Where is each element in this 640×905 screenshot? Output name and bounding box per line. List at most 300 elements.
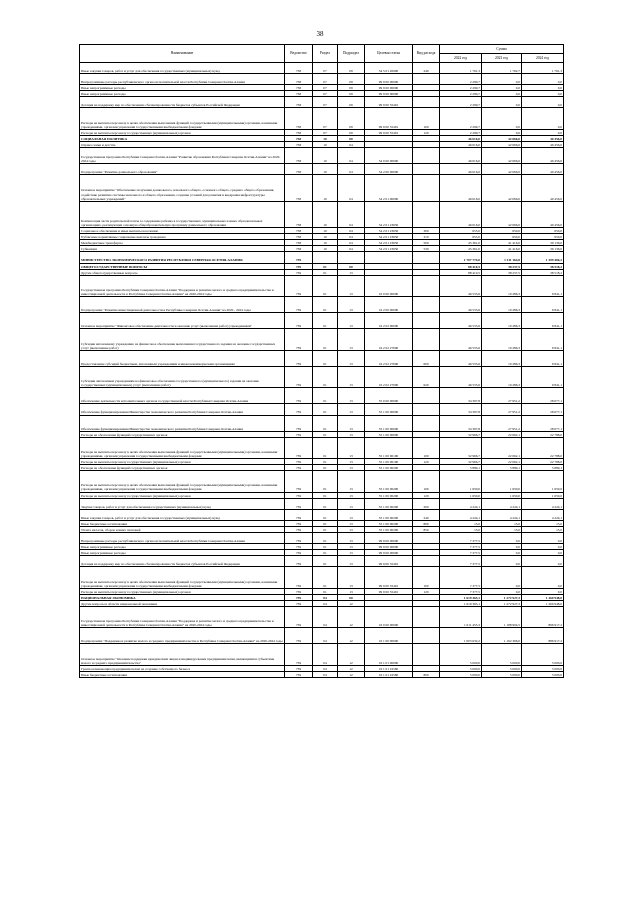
cell-podrazdel: 00 (338, 135, 365, 141)
cell-podrazdel: 12 (338, 606, 365, 627)
cell-ved: 739 (285, 492, 313, 498)
cell-target-article: 55 1 00 00200 (365, 471, 413, 492)
cell-razdel: 01 (313, 431, 338, 437)
cell-target-article: 16 2 02 00000 (365, 313, 413, 329)
cell-razdel: 07 (313, 74, 338, 85)
cell-2022: 5 000,0 (440, 665, 482, 671)
cell-2023: 650,0 (482, 228, 522, 234)
cell-razdel: 04 (313, 628, 338, 644)
cell-expense-type (413, 329, 440, 350)
cell-name: Государственная программа Республики Северная Осетия-Алания "Поддержка и развитие малого и среднего предпринимательства и инвестиционной деятельности в Республике Северная Осетия-Алания" на 2020-2024 годы (80, 606, 285, 627)
cell-2024: 5 000,0 (522, 665, 564, 671)
cell-2024: 9 841,1 (522, 297, 564, 313)
cell-ved: 739 (285, 252, 313, 263)
cell-razdel: 10 (313, 175, 338, 201)
cell-2023: 4 224,1 (482, 498, 522, 509)
cell-target-article: 34 2 01 23650 (365, 234, 413, 240)
cell-target-article: 16 2 02 27000 (365, 350, 413, 366)
cell-razdel: 10 (313, 141, 338, 147)
cell-name: Расходы на выплаты персоналу в целях обеспечения выполнения функций государственными (муниципальными) органами, казенными учреждениями, органами управления государственными внебюджетными фондами (80, 567, 285, 588)
cell-expense-type (413, 97, 440, 108)
cell-target-article: 99 9 00 55491 (365, 588, 413, 594)
cell-expense-type: 530 (413, 246, 440, 252)
cell-2024: 650,0 (522, 228, 564, 234)
table-row (80, 175, 564, 201)
cell-razdel: 01 (313, 263, 338, 269)
cell-name: НАЦИОНАЛЬНАЯ ЭКОНОМИКА (80, 594, 285, 600)
cell-2023: 42 066,0 (482, 201, 522, 227)
cell-target-article: 55 1 00 00000 (365, 404, 413, 415)
cell-podrazdel: 12 (338, 644, 365, 665)
page-number: 38 (316, 30, 324, 38)
cell-target-article: 55 1 00 00200 (365, 498, 413, 509)
cell-expense-type: 850 (413, 526, 440, 532)
cell-2024: 40 456,0 (522, 141, 564, 147)
cell-target-article: 99 9 00 55491 (365, 129, 413, 135)
cell-2023: 4 224,1 (482, 509, 522, 520)
cell-ved: 738 (285, 141, 313, 147)
cell-2023: 10 286,3 (482, 297, 522, 313)
cell-2022: 46 535,6 (440, 329, 482, 350)
cell-podrazdel: 13 (338, 269, 365, 275)
cell-podrazdel: 13 (338, 329, 365, 350)
cell-2024: 40 456,0 (522, 201, 564, 227)
header-year-2024: 2024 год (522, 54, 564, 63)
cell-2024: 0,0 (522, 588, 564, 594)
cell-2022: 46 016,0 (440, 148, 482, 164)
cell-razdel: 10 (313, 240, 338, 246)
cell-2023: 0,0 (482, 588, 522, 594)
cell-expense-type: 120 (413, 492, 440, 498)
cell-ved: 739 (285, 269, 313, 275)
header-podrazdel: Подраздел (338, 45, 365, 63)
cell-podrazdel: 13 (338, 550, 365, 556)
cell-2023: 1 272 927,3 (482, 594, 522, 600)
cell-podrazdel: 09 (338, 85, 365, 91)
cell-2024: 9 841,1 (522, 350, 564, 366)
cell-2023: 1 311 164,8 (482, 252, 522, 263)
cell-name: МИНИСТЕРСТВО ЭКОНОМИЧЕСКОГО РАЗВИТИЯ РЕСПУБЛИКИ СЕВЕРНАЯ ОСЕТИЯ-АЛАНИЯ (80, 252, 285, 263)
cell-2022: 5 000,0 (440, 644, 482, 665)
cell-target-article: 34 2 00 00000 (365, 164, 413, 175)
cell-podrazdel: 13 (338, 567, 365, 588)
cell-razdel: 01 (313, 269, 338, 275)
cell-podrazdel: 09 (338, 108, 365, 129)
cell-expense-type (413, 556, 440, 567)
cell-name: Охрана семьи и детства (80, 141, 285, 147)
cell-2023: 5 000,0 (482, 671, 522, 677)
cell-podrazdel: 09 (338, 97, 365, 108)
cell-ved: 739 (285, 471, 313, 492)
cell-expense-type: 100 (413, 567, 440, 588)
cell-podrazdel: 12 (338, 600, 365, 606)
cell-target-article: 55 1 00 00000 (365, 431, 413, 437)
cell-2024: 15,0 (522, 526, 564, 532)
cell-razdel: 04 (313, 671, 338, 677)
cell-2023: 1 272 927,3 (482, 600, 522, 606)
cell-target-article: 16 2 02 27000 (365, 329, 413, 350)
table-row (80, 644, 564, 665)
cell-name: Иные непрограммные расходы (80, 550, 285, 556)
cell-podrazdel: 13 (338, 297, 365, 313)
cell-2022: 655,0 (440, 234, 482, 240)
cell-target-article: 34 2 01 23650 (365, 240, 413, 246)
cell-2024: 22 788,0 (522, 431, 564, 437)
cell-target-article: 16 1 01 22560 (365, 665, 413, 671)
cell-2023: 42 066,0 (482, 164, 522, 175)
table-header-row (80, 45, 564, 54)
cell-target-article: 99 9 00 00000 (365, 74, 413, 85)
cell-2023: 38 237,5 (482, 269, 522, 275)
cell-podrazdel: 04 (338, 148, 365, 164)
cell-ved: 739 (285, 498, 313, 509)
cell-2023: 1 650,0 (482, 471, 522, 492)
cell-2024: 5 000,0 (522, 644, 564, 665)
cell-podrazdel: 09 (338, 91, 365, 97)
cell-razdel: 10 (313, 228, 338, 234)
cell-2022: 5 000,0 (440, 671, 482, 677)
cell-2022: 32 966,7 (440, 431, 482, 437)
cell-name: Иные непрограммные расходы (80, 91, 285, 97)
cell-2022: 46 016,0 (440, 175, 482, 201)
cell-2022: 15,0 (440, 526, 482, 532)
cell-target-article: 55 1 00 00200 (365, 526, 413, 532)
cell-name: Непрограммные расходы республиканского органа исполнительной власти Республики Северная Осетия-Алания (80, 533, 285, 544)
cell-2023: 27 951,2 (482, 415, 522, 431)
cell-ved: 739 (285, 600, 313, 606)
cell-name: Обеспечение функционирования Министерства экономического развития Республики Северная Осетия-Алания (80, 404, 285, 415)
header-ved: Ведомство (285, 45, 313, 63)
cell-name: Расходы на обеспечение функций государственных органов (80, 465, 285, 471)
cell-name: Уплата налогов, сборов и иных платежей (80, 526, 285, 532)
cell-2023: 27 951,2 (482, 388, 522, 404)
cell-name: Иные закупки товаров, работ и услуг для обеспечения государственных (муниципальных) нужд (80, 63, 285, 74)
cell-podrazdel: 04 (338, 228, 365, 234)
cell-ved: 739 (285, 459, 313, 465)
cell-2024: 40 456,0 (522, 175, 564, 201)
cell-podrazdel: 13 (338, 556, 365, 567)
cell-2023: 5 889,1 (482, 465, 522, 471)
cell-expense-type: 100 (413, 471, 440, 492)
cell-2023: 42 066,0 (482, 135, 522, 141)
cell-target-article: 16 2 00 00000 (365, 297, 413, 313)
cell-expense-type: 620 (413, 366, 440, 387)
cell-razdel: 10 (313, 164, 338, 175)
cell-podrazdel: 13 (338, 509, 365, 520)
cell-razdel: 01 (313, 297, 338, 313)
cell-2022: 7 377,5 (440, 533, 482, 544)
cell-2024: 0,0 (522, 91, 564, 97)
cell-ved: 738 (285, 135, 313, 141)
cell-2022: 32 966,7 (440, 459, 482, 465)
cell-name: Расходы на выплаты персоналу в целях обеспечения выполнения функций государственными (муниципальными) органами, казенными учреждениями, органами управления государственными внебюджетными фондами (80, 108, 285, 129)
cell-podrazdel: 13 (338, 313, 365, 329)
cell-expense-type (413, 313, 440, 329)
cell-expense-type: 240 (413, 509, 440, 520)
cell-name: Другие общегосударственные вопросы (80, 269, 285, 275)
cell-2023: 41 416,0 (482, 246, 522, 252)
cell-2023: 0,0 (482, 108, 522, 129)
cell-target-article: 99 9 00 55491 (365, 108, 413, 129)
cell-2022: 1 003 632,2 (440, 628, 482, 644)
cell-razdel: 01 (313, 275, 338, 296)
table-row (80, 567, 564, 588)
cell-2024: 38 518,2 (522, 263, 564, 269)
cell-2022: 4 224,1 (440, 498, 482, 509)
cell-2022: 46 535,6 (440, 275, 482, 296)
cell-name: Государственная программа Республики Северная Осетия-Алания "Развитие образования Республики Северная Осетия-Алания" на 2020-2024 годы (80, 148, 285, 164)
cell-2022: 45 361,0 (440, 246, 482, 252)
cell-ved: 738 (285, 91, 313, 97)
cell-podrazdel: 09 (338, 129, 365, 135)
cell-ved: 739 (285, 350, 313, 366)
cell-2024: 650,0 (522, 234, 564, 240)
cell-name: Обеспечение функционирования Министерства экономического развития Республики Северная Осетия-Алания (80, 415, 285, 431)
cell-2023: 10 286,3 (482, 350, 522, 366)
cell-expense-type (413, 644, 440, 665)
cell-2023: 0,0 (482, 74, 522, 85)
cell-podrazdel: 04 (338, 246, 365, 252)
cell-2022: 7 377,5 (440, 588, 482, 594)
cell-razdel: 04 (313, 665, 338, 671)
cell-2024: 0,0 (522, 129, 564, 135)
budget-table (79, 44, 564, 678)
cell-target-article: 99 9 00 55491 (365, 567, 413, 588)
cell-razdel: 01 (313, 509, 338, 520)
cell-2023: 42 066,0 (482, 148, 522, 164)
cell-razdel: 01 (313, 388, 338, 404)
cell-ved: 739 (285, 550, 313, 556)
cell-name: Расходы на выплаты персоналу в целях обеспечения выполнения функций государственными (муниципальными) органами, казенными учреждениями, органами управления государственными внебюджетными фондами (80, 471, 285, 492)
cell-ved: 738 (285, 240, 313, 246)
cell-2022: 5 889,1 (440, 465, 482, 471)
table-row (80, 628, 564, 644)
cell-target-article: 16 2 02 27000 (365, 366, 413, 387)
cell-ved: 738 (285, 148, 313, 164)
cell-target-article: 55 1 00 00190 (365, 459, 413, 465)
cell-razdel: 01 (313, 498, 338, 509)
cell-name: Социальное обеспечение и иные выплаты населению (80, 228, 285, 234)
cell-podrazdel: 12 (338, 665, 365, 671)
cell-name: Субсидии автономным учреждениям на финансовое обеспечение государственного (муниципального) задания на оказание государственных (муниципальных) услуг (выполнение работ) (80, 366, 285, 387)
cell-name: Публичные нормативные социальные выплаты гражданам (80, 234, 285, 240)
table-body (80, 63, 564, 678)
cell-expense-type: 120 (413, 459, 440, 465)
cell-ved: 738 (285, 63, 313, 74)
cell-2023: 15,0 (482, 526, 522, 532)
cell-2024: 4 224,1 (522, 498, 564, 509)
cell-expense-type: 120 (413, 129, 440, 135)
cell-name: Расходы на выплаты персоналу в целях обеспечения выполнения функций государственными (муниципальными) органами, казенными учреждениями, органами управления государственными внебюджетными фондами (80, 437, 285, 458)
cell-2022: 1 619 363,1 (440, 600, 482, 606)
cell-2024: 896 917,2 (522, 606, 564, 627)
cell-2024: 1 260 948,0 (522, 594, 564, 600)
cell-ved: 738 (285, 164, 313, 175)
cell-podrazdel: 13 (338, 275, 365, 296)
cell-name: Иные непрограммные расходы (80, 85, 285, 91)
cell-target-article: 99 9 00 00000 (365, 550, 413, 556)
cell-2024: 28 677,1 (522, 404, 564, 415)
cell-podrazdel: 09 (338, 63, 365, 74)
cell-target-article: 99 9 00 00000 (365, 91, 413, 97)
cell-podrazdel: 13 (338, 431, 365, 437)
cell-razdel: 07 (313, 108, 338, 129)
cell-razdel: 01 (313, 533, 338, 544)
cell-2022: 1 707 774,0 (440, 252, 482, 263)
cell-2022: 34 397,8 (440, 388, 482, 404)
cell-2024: 9 841,1 (522, 329, 564, 350)
cell-2024: 40 456,0 (522, 148, 564, 164)
cell-2024: 1 650,0 (522, 471, 564, 492)
cell-2022: 7 377,5 (440, 544, 482, 550)
cell-2024: 28 677,1 (522, 388, 564, 404)
cell-2022: 88 410,5 (440, 269, 482, 275)
table-row (80, 164, 564, 175)
cell-podrazdel: 13 (338, 498, 365, 509)
cell-2022: 1 619 363,1 (440, 594, 482, 600)
header-razdel: Раздел (313, 45, 338, 63)
cell-2022: 34 397,8 (440, 415, 482, 431)
cell-expense-type: 800 (413, 671, 440, 677)
cell-podrazdel: 13 (338, 526, 365, 532)
cell-target-article: 99 9 00 55491 (365, 97, 413, 108)
cell-name: Подпрограмма "Развитие инвестиционной деятельности в Республике Северная Осетия-Алания" на 2020 - 2024 годы (80, 297, 285, 313)
cell-target-article: 34 2 01 23650 (365, 201, 413, 227)
cell-expense-type (413, 606, 440, 627)
cell-2024: 0,0 (522, 556, 564, 567)
table-row (80, 533, 564, 544)
cell-ved: 739 (285, 509, 313, 520)
table-row (80, 388, 564, 404)
cell-2024: 9 841,1 (522, 313, 564, 329)
cell-expense-type: 800 (413, 520, 440, 526)
table-row (80, 201, 564, 227)
cell-target-article: 99 9 00 00000 (365, 85, 413, 91)
cell-ved: 739 (285, 644, 313, 665)
cell-name: Основное мероприятие "Финансовое обеспечение деятельности и оказание услуг (выполнение работ) учреждениями" (80, 313, 285, 329)
cell-razdel: 01 (313, 588, 338, 594)
cell-ved: 739 (285, 437, 313, 458)
cell-podrazdel: 04 (338, 175, 365, 201)
cell-2022: 15,0 (440, 520, 482, 526)
cell-2022: 7 377,5 (440, 567, 482, 588)
cell-target-article: 99 9 00 00000 (365, 544, 413, 550)
header-expense-type: Вид расхода (413, 45, 440, 63)
cell-name: Гранты начинающим предпринимателям на создание собственного бизнеса (80, 665, 285, 671)
cell-2022: 2 299,7 (440, 97, 482, 108)
cell-razdel: 01 (313, 465, 338, 471)
cell-expense-type (413, 148, 440, 164)
cell-razdel: 01 (313, 567, 338, 588)
header-name: Наименование (80, 45, 285, 63)
cell-razdel: 10 (313, 135, 338, 141)
cell-razdel: 10 (313, 234, 338, 240)
cell-2022: 88 410,5 (440, 263, 482, 269)
cell-2022: 1 761,3 (440, 63, 482, 74)
cell-ved: 739 (285, 313, 313, 329)
cell-name: Расходы на выплаты персоналу государственных (муниципальных) органов (80, 459, 285, 465)
table-row (80, 329, 564, 350)
cell-podrazdel: 04 (338, 201, 365, 227)
cell-expense-type: 100 (413, 108, 440, 129)
cell-ved: 739 (285, 526, 313, 532)
cell-2023: 1 188 904,5 (482, 606, 522, 627)
table-row (80, 606, 564, 627)
cell-razdel: 07 (313, 129, 338, 135)
cell-2023: 0,0 (482, 129, 522, 135)
cell-razdel: 01 (313, 459, 338, 465)
cell-name: Непрограммные расходы республиканского органа исполнительной власти Республики Северная Осетия-Алания (80, 74, 285, 85)
cell-2023: 38 237,5 (482, 263, 522, 269)
cell-target-article: 34 5 01 20900 (365, 63, 413, 74)
cell-2024: 0,0 (522, 108, 564, 129)
cell-name: Обеспечение деятельности исполнительных органов государственной власти Республики Северная Осетия-Алания (80, 388, 285, 404)
cell-name: Иные бюджетные ассигнования (80, 520, 285, 526)
cell-2023: 0,0 (482, 97, 522, 108)
cell-ved: 739 (285, 544, 313, 550)
cell-2022: 46 535,6 (440, 313, 482, 329)
cell-target-article: 34 2 01 23650 (365, 246, 413, 252)
cell-target-article: 55 1 00 00200 (365, 509, 413, 520)
cell-2023: 42 066,0 (482, 141, 522, 147)
cell-2024: 39 136,0 (522, 240, 564, 246)
cell-ved: 738 (285, 201, 313, 227)
cell-2023: 0,0 (482, 91, 522, 97)
cell-ved: 739 (285, 431, 313, 437)
cell-2023: 1 650,0 (482, 492, 522, 498)
cell-2024: 0,0 (522, 533, 564, 544)
cell-2023: 15,0 (482, 520, 522, 526)
cell-2022: 2 299,7 (440, 129, 482, 135)
cell-expense-type (413, 275, 440, 296)
cell-ved: 739 (285, 275, 313, 296)
cell-2022: 2 299,7 (440, 91, 482, 97)
cell-ved: 739 (285, 465, 313, 471)
cell-expense-type (413, 74, 440, 85)
cell-razdel: 01 (313, 526, 338, 532)
cell-2023: 5 000,0 (482, 644, 522, 665)
cell-target-article: 16 1 01 00000 (365, 644, 413, 665)
cell-podrazdel: 04 (338, 234, 365, 240)
table-row (80, 148, 564, 164)
cell-ved: 739 (285, 665, 313, 671)
table-row (80, 415, 564, 431)
cell-podrazdel: 13 (338, 520, 365, 526)
cell-name: Основное мероприятие "Оказание поддержки юридическим лицам и индивидуальным предпринимателям, являющимися субъектами малого и среднего предпринимательства" (80, 644, 285, 665)
cell-ved: 739 (285, 520, 313, 526)
cell-target-article: 55 0 00 00000 (365, 388, 413, 404)
cell-name: Основное мероприятие "Обеспечение получения дошкольного, начального общего, основного общего, среднего общего образования, содействие развитию системы начального и общего образования, создание условий для развития и внедрения инфраструктуры образовательных учреждений" (80, 175, 285, 201)
cell-podrazdel: 13 (338, 533, 365, 544)
cell-podrazdel: 04 (338, 164, 365, 175)
cell-razdel: 07 (313, 97, 338, 108)
cell-2022: 1 650,0 (440, 471, 482, 492)
table-row (80, 471, 564, 492)
cell-podrazdel: 13 (338, 459, 365, 465)
cell-2023: 0,0 (482, 85, 522, 91)
table-row (80, 74, 564, 85)
cell-ved: 738 (285, 129, 313, 135)
cell-ved: 738 (285, 74, 313, 85)
cell-ved: 739 (285, 594, 313, 600)
cell-razdel: 07 (313, 91, 338, 97)
cell-2023: 10 286,3 (482, 329, 522, 350)
cell-ved: 738 (285, 175, 313, 201)
cell-ved: 739 (285, 366, 313, 387)
cell-name: ОБЩЕГОСУДАРСТВЕННЫЕ ВОПРОСЫ (80, 263, 285, 269)
cell-target-article: 55 1 00 00200 (365, 492, 413, 498)
cell-razdel: 01 (313, 544, 338, 550)
